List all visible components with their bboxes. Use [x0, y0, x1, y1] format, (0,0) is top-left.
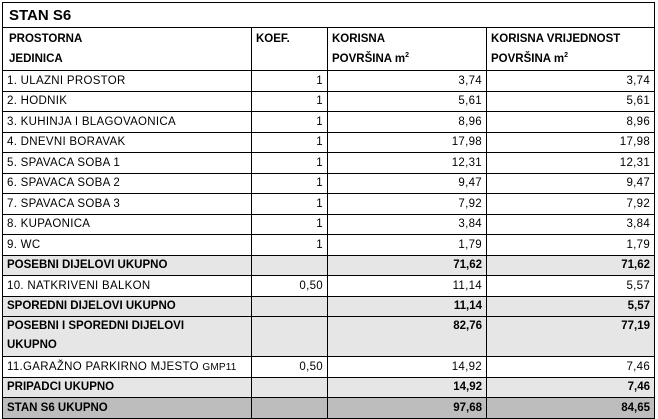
row-value: 17,98: [487, 132, 655, 153]
sporedni-coef-empty: [252, 296, 328, 317]
table-row: [3, 91, 655, 112]
row-area: 8,96: [328, 112, 487, 133]
posebni-sporedni-area: 82,76: [328, 317, 487, 357]
sporedni-label: SPOREDNI DIJELOVI UKUPNO: [3, 296, 252, 317]
row-name: 2. HODNIK: [3, 91, 252, 112]
posebni-coef-empty: [252, 255, 328, 276]
header-area-sup: 2: [405, 52, 409, 60]
row-area: 3,84: [328, 214, 487, 235]
pripadci-subtotal-row: [3, 377, 655, 398]
row-coef: 1: [252, 71, 328, 92]
row-name: 8. KUPAONICA: [3, 214, 252, 235]
stan-value: 84,65: [487, 398, 655, 419]
balkon-coef: 0,50: [252, 276, 328, 297]
pripadci-area: 14,92: [328, 377, 487, 398]
balkon-row: [3, 276, 655, 297]
garaza-area: 14,92: [328, 357, 487, 378]
table-row: [3, 173, 655, 194]
apartment-area-table: [2, 2, 655, 419]
row-name: 3. KUHINJA I BLAGOVAONICA: [3, 112, 252, 133]
header-unit: [3, 28, 252, 71]
header-unit-line2: JEDINICA: [9, 53, 63, 65]
table-row: [3, 112, 655, 133]
stan-total-row: [3, 398, 655, 419]
row-coef: 1: [252, 173, 328, 194]
row-value: 8,96: [487, 112, 655, 133]
apartment-area-table-container: [2, 2, 654, 419]
posebni-sporedni-value: 77,19: [487, 317, 655, 357]
row-area: 7,92: [328, 194, 487, 215]
table-row: [3, 71, 655, 92]
garaza-value: 7,46: [487, 357, 655, 378]
row-area: 9,47: [328, 173, 487, 194]
stan-coef-empty: [252, 398, 328, 419]
row-value: 3,84: [487, 214, 655, 235]
row-coef: 1: [252, 91, 328, 112]
balkon-name: 10. NATKRIVENI BALKON: [3, 276, 252, 297]
row-value: 5,61: [487, 91, 655, 112]
posebni-sporedni-label: [3, 317, 252, 357]
row-value: 1,79: [487, 235, 655, 256]
row-value: 7,92: [487, 194, 655, 215]
row-value: 9,47: [487, 173, 655, 194]
stan-area: 97,68: [328, 398, 487, 419]
header-value-sup: 2: [564, 52, 568, 60]
sporedni-area: 11,14: [328, 296, 487, 317]
header-area-line1: KORISNA: [332, 33, 386, 45]
table-title: STAN S6: [3, 3, 655, 28]
row-coef: 1: [252, 112, 328, 133]
table-row: [3, 194, 655, 215]
table-row: [3, 153, 655, 174]
sporedni-value: 5,57: [487, 296, 655, 317]
garaza-coef: 0,50: [252, 357, 328, 378]
row-coef: 1: [252, 214, 328, 235]
posebni-sporedni-label-line1: POSEBNI I SPOREDNI DIJELOVI: [7, 320, 185, 332]
balkon-area: 11,14: [328, 276, 487, 297]
header-area-line2: POVRŠINA m: [332, 53, 406, 65]
garaza-row: [3, 357, 655, 378]
row-name: 6. SPAVACA SOBA 2: [3, 173, 252, 194]
header-area: [328, 28, 487, 71]
header-value-line1: KORISNA VRIJEDNOST: [491, 33, 621, 45]
row-coef: 1: [252, 153, 328, 174]
posebni-value: 71,62: [487, 255, 655, 276]
row-area: 12,31: [328, 153, 487, 174]
row-coef: 1: [252, 132, 328, 153]
table-header-row: [3, 28, 655, 71]
header-unit-line1: PROSTORNA: [9, 33, 83, 45]
garaza-name: 11.GARAŽNO PARKIRNO MJESTO: [7, 360, 199, 373]
garaza-name-cell: [3, 357, 252, 378]
header-value-line2-wrap: [491, 49, 650, 69]
row-name: 5. SPAVACA SOBA 1: [3, 153, 252, 174]
row-area: 3,74: [328, 71, 487, 92]
table-row: [3, 132, 655, 153]
row-coef: 1: [252, 235, 328, 256]
posebni-label: POSEBNI DIJELOVI UKUPNO: [3, 255, 252, 276]
row-value: 12,31: [487, 153, 655, 174]
posebni-subtotal-row: [3, 255, 655, 276]
posebni-sporedni-subtotal-row: [3, 317, 655, 357]
table-row: [3, 214, 655, 235]
table-row: [3, 235, 655, 256]
garaza-tag: GMP11: [202, 361, 237, 373]
row-name: 7. SPAVACA SOBA 3: [3, 194, 252, 215]
row-area: 5,61: [328, 91, 487, 112]
balkon-value: 5,57: [487, 276, 655, 297]
header-value-line2: POVRŠINA m: [491, 53, 565, 65]
table-title-row: [3, 3, 655, 28]
header-area-line2-wrap: [332, 49, 482, 69]
row-value: 3,74: [487, 71, 655, 92]
posebni-sporedni-coef-empty: [252, 317, 328, 357]
row-area: 1,79: [328, 235, 487, 256]
pripadci-label: PRIPADCI UKUPNO: [3, 377, 252, 398]
row-name: 1. ULAZNI PROSTOR: [3, 71, 252, 92]
pripadci-value: 7,46: [487, 377, 655, 398]
pripadci-coef-empty: [252, 377, 328, 398]
sporedni-subtotal-row: [3, 296, 655, 317]
row-name: 9. WC: [3, 235, 252, 256]
header-coef: KOEF.: [252, 28, 328, 71]
header-value: [487, 28, 655, 71]
stan-label: STAN S6 UKUPNO: [3, 398, 252, 419]
row-coef: 1: [252, 194, 328, 215]
row-area: 17,98: [328, 132, 487, 153]
posebni-sporedni-label-line2: UKUPNO: [7, 339, 57, 351]
row-name: 4. DNEVNI BORAVAK: [3, 132, 252, 153]
posebni-area: 71,62: [328, 255, 487, 276]
